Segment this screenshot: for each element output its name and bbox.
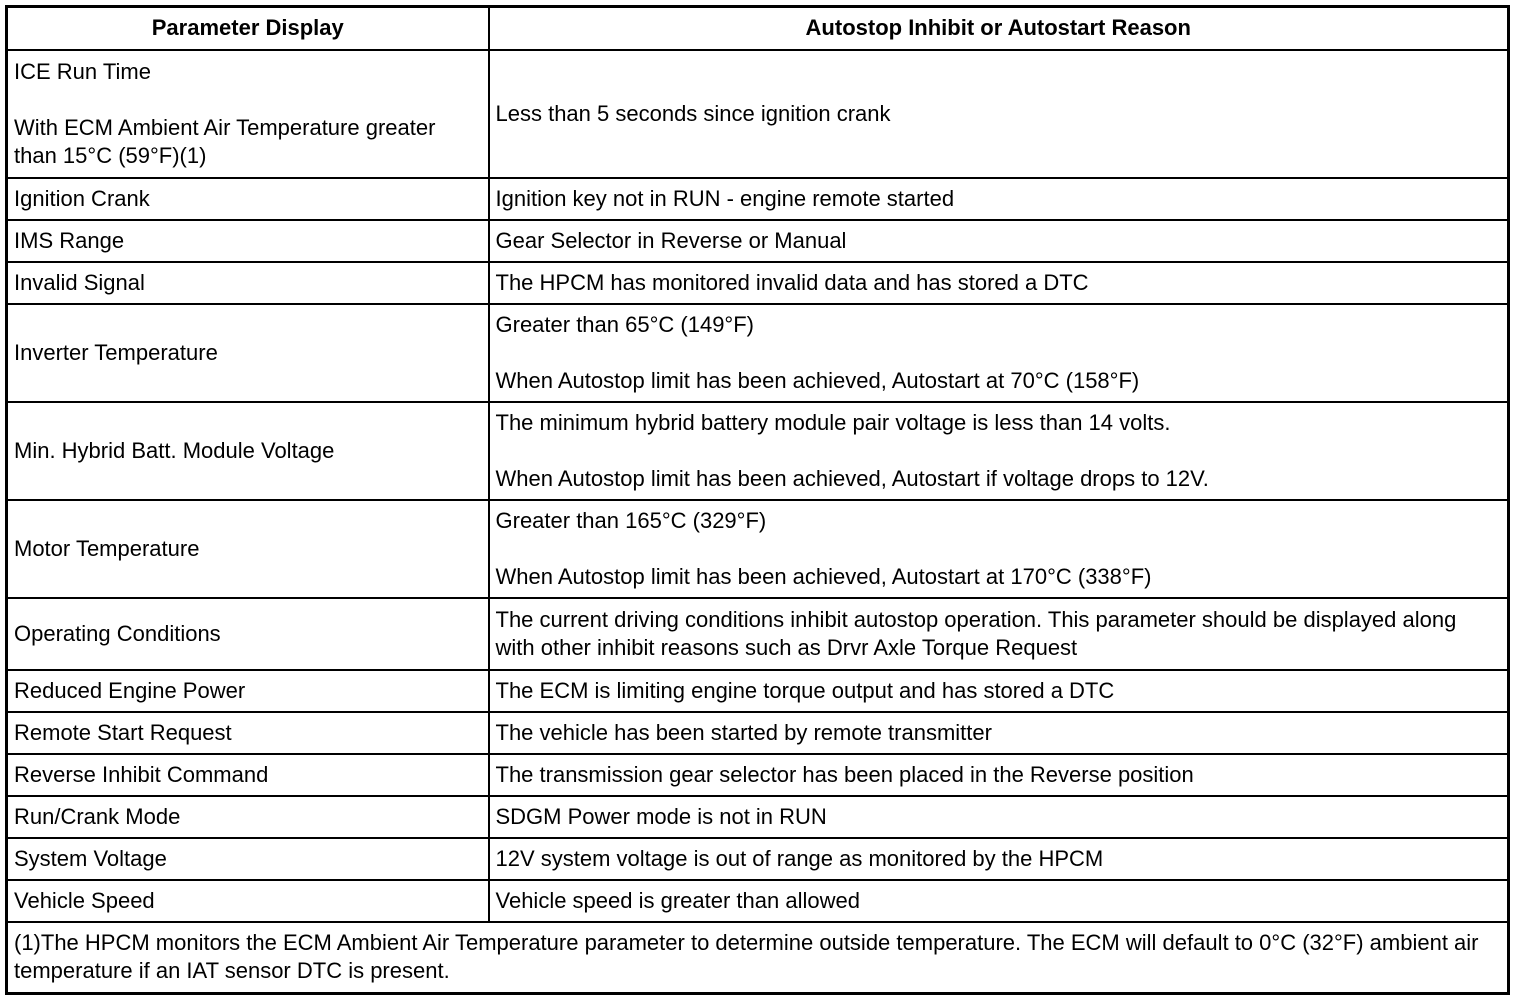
table-row (7, 220, 1509, 262)
reason-text: Greater than 165°C (329°F) (495, 507, 767, 533)
table-row (7, 712, 1509, 754)
parameter-cell (7, 50, 489, 178)
parameter-text: ICE Run Time (14, 58, 151, 84)
footnote-row (7, 922, 1509, 994)
autostop-inhibit-table (5, 5, 1510, 995)
table-header-row (7, 7, 1509, 50)
parameter-cell: Ignition Crank (7, 178, 489, 220)
parameter-cell: System Voltage (7, 838, 489, 880)
reason-cell: SDGM Power mode is not in RUN (489, 796, 1509, 838)
table-row (7, 838, 1509, 880)
parameter-cell: Operating Conditions (7, 598, 489, 670)
reason-cell: The ECM is limiting engine torque output and has stored a DTC (489, 670, 1509, 712)
parameter-cell: Run/Crank Mode (7, 796, 489, 838)
reason-cell: The HPCM has monitored invalid data and has stored a DTC (489, 262, 1509, 304)
header-parameter-display: Parameter Display (7, 7, 489, 50)
table-row (7, 598, 1509, 670)
table-row (7, 880, 1509, 922)
reason-cell (489, 402, 1509, 500)
parameter-cell: Vehicle Speed (7, 880, 489, 922)
reason-text: When Autostop limit has been achieved, Autostart at 70°C (158°F) (495, 367, 1140, 393)
table-row (7, 670, 1509, 712)
parameter-cell: Invalid Signal (7, 262, 489, 304)
table-row (7, 402, 1509, 500)
table-row (7, 500, 1509, 598)
table-row (7, 754, 1509, 796)
reason-cell: Gear Selector in Reverse or Manual (489, 220, 1509, 262)
reason-text: Less than 5 seconds since ignition crank (495, 100, 891, 126)
parameter-cell: Inverter Temperature (7, 304, 489, 402)
parameter-cell: Motor Temperature (7, 500, 489, 598)
reason-text: The minimum hybrid battery module pair voltage is less than 14 volts. (495, 409, 1171, 435)
parameter-condition-text: With ECM Ambient Air Temperature greater than 15°C (59°F)(1) (14, 114, 436, 168)
table-row (7, 262, 1509, 304)
reason-cell (489, 304, 1509, 402)
reason-text: Greater than 65°C (149°F) (495, 311, 754, 337)
table-row (7, 304, 1509, 402)
parameter-cell: Reduced Engine Power (7, 670, 489, 712)
reason-cell: The transmission gear selector has been placed in the Reverse position (489, 754, 1509, 796)
reason-cell: Vehicle speed is greater than allowed (489, 880, 1509, 922)
footnote-text: (1)The HPCM monitors the ECM Ambient Air Temperature parameter to determine outside temperature. The ECM will default to 0°C (32°F) ambient air temperature if an IAT sensor DTC is present. (7, 922, 1509, 994)
parameter-cell: Reverse Inhibit Command (7, 754, 489, 796)
reason-cell: 12V system voltage is out of range as monitored by the HPCM (489, 838, 1509, 880)
parameter-cell: IMS Range (7, 220, 489, 262)
reason-cell (489, 50, 1509, 178)
header-autostop-reason: Autostop Inhibit or Autostart Reason (489, 7, 1509, 50)
table-row (7, 178, 1509, 220)
parameter-cell: Min. Hybrid Batt. Module Voltage (7, 402, 489, 500)
reason-cell: The current driving conditions inhibit autostop operation. This parameter should be displayed along with other inhibit reasons such as Drvr Axle Torque Request (489, 598, 1509, 670)
reason-cell (489, 500, 1509, 598)
reason-cell: Ignition key not in RUN - engine remote started (489, 178, 1509, 220)
reason-text: When Autostop limit has been achieved, Autostart at 170°C (338°F) (495, 563, 1152, 589)
reason-text: When Autostop limit has been achieved, Autostart if voltage drops to 12V. (495, 465, 1209, 491)
table-row (7, 796, 1509, 838)
table-row (7, 50, 1509, 178)
reason-cell: The vehicle has been started by remote transmitter (489, 712, 1509, 754)
parameter-cell: Remote Start Request (7, 712, 489, 754)
